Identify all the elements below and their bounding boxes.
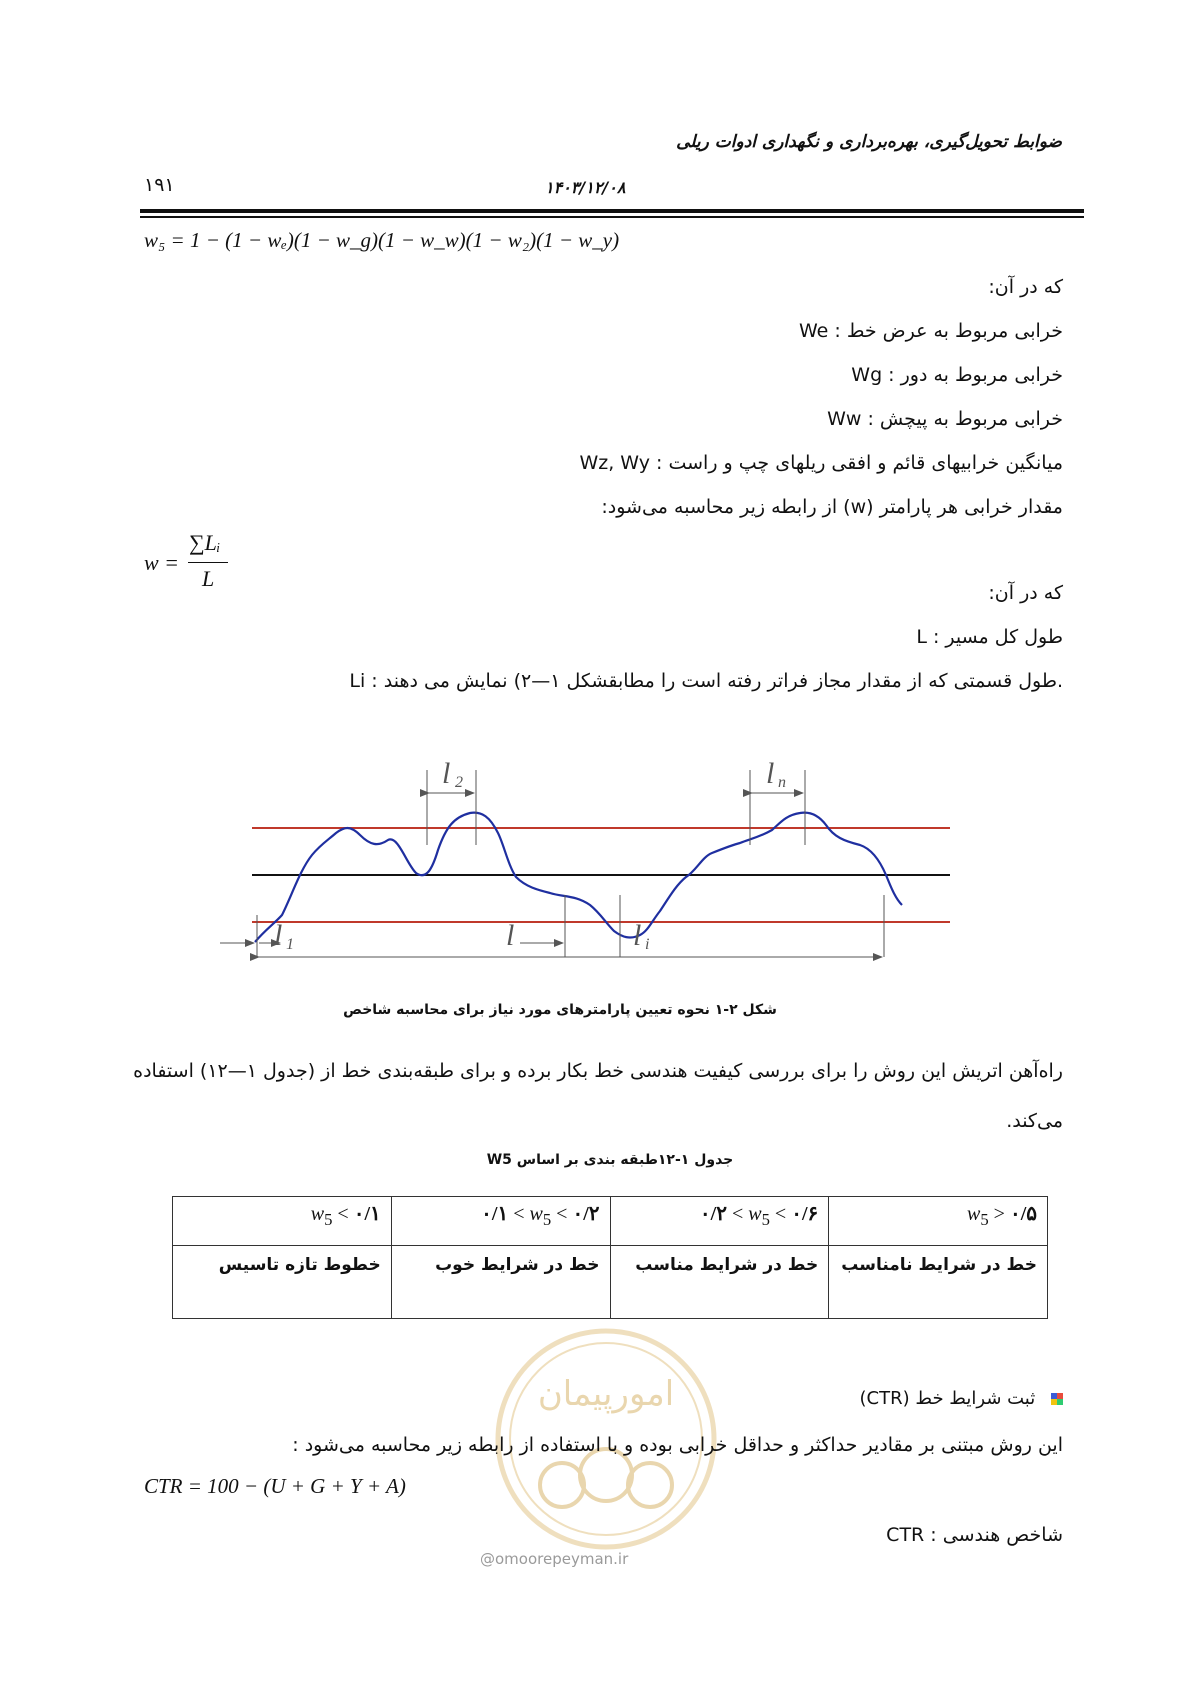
where-label-1: که در آن:	[988, 276, 1063, 298]
paragraph-line-1: راه‌آهن اتریش این روش را برای بررسی کیفیت هندسی خط بکار برده و برای طبقه‌بندی خط از (جدول ۱—۱۲) استفاده	[133, 1060, 1063, 1082]
formula-w-denominator: L	[202, 566, 215, 591]
hdr3-sub: 5	[761, 1210, 770, 1229]
bullet-icon	[1051, 1393, 1063, 1405]
label-li: l	[633, 919, 642, 952]
hdr3-left: ۰/۲	[699, 1203, 727, 1225]
paragraph-line-2: می‌کند.	[1006, 1110, 1063, 1132]
table-caption: جدول ۱-۱۲طبقه بندی بر اساس W5	[486, 1152, 734, 1168]
formula-w-lhs: w =	[144, 550, 180, 575]
hdr4-op: >	[988, 1203, 1010, 1225]
header-cell-4	[829, 1197, 1048, 1246]
def-L: L : طول کل مسیر	[916, 626, 1063, 648]
hdr2-right: ۰/۲	[572, 1203, 600, 1225]
page-number: ۱۹۱	[144, 174, 175, 196]
label-ln: l	[766, 757, 775, 790]
label-l: l	[506, 919, 515, 952]
def-wz-wy: Wz, Wy : میانگین خرابیهای قائم و افقی ریلهای چپ و راست	[579, 452, 1063, 474]
def-we: We : خرابی مربوط به عرض خط	[798, 320, 1063, 342]
header-rule-thin	[140, 216, 1084, 218]
hdr3-right: ۰/۶	[791, 1203, 819, 1225]
table-cell: خط در شرایط خوب	[391, 1246, 610, 1319]
header-cell-2	[391, 1197, 610, 1246]
formula-w	[144, 528, 264, 598]
hdr3-op: <	[769, 1203, 792, 1225]
label-ln-sub: n	[778, 774, 786, 791]
hdr2-sub: 5	[542, 1210, 552, 1229]
hdr3-w: w	[748, 1203, 762, 1225]
fraction-bar	[188, 562, 228, 563]
header-cell-3	[610, 1197, 829, 1246]
def-Li: Li : طول قسمتی که از مقدار مجاز فراتر رفته است را مطابقشکل ۱—۲) نمایش می دهند.	[349, 670, 1063, 692]
table-cell: خطوط تازه تاسیس	[173, 1246, 392, 1319]
header-date: ۱۴۰۳/۱۲/۰۸	[545, 178, 626, 197]
hdr2-op: <	[551, 1203, 573, 1225]
header-rule-thick	[140, 209, 1084, 213]
ctr-bullet-label: ثبت شرایط خط (CTR)	[859, 1388, 1036, 1409]
header-cell-1	[173, 1197, 392, 1246]
hdr1-w: w	[310, 1203, 325, 1225]
figure-caption: شکل ۲-۱ نحوه تعیین پارامترهای مورد نیاز برای محاسبه شاخص	[343, 1002, 777, 1018]
formula-w5: w₅ = 1 − (1 − wₑ)(1 − w_g)(1 − w_w)(1 − w₂)(1 − w_y)	[144, 228, 620, 252]
ctr-intro: این روش مبتنی بر مقادیر حداکثر و حداقل خرابی بوده و با استفاده از رابطه زیر محاسبه می‌شود :	[292, 1434, 1063, 1456]
label-l1-sub: 1	[286, 936, 294, 953]
header-title: ضوابط تحویل‌گیری، بهره‌برداری و نگهداری ادوات ریلی	[676, 132, 1062, 152]
table-cell: خط در شرایط نامناسب	[829, 1246, 1048, 1319]
hdr2-left: ۰/۱	[481, 1203, 509, 1225]
where-label-2: که در آن:	[988, 582, 1063, 604]
def-ww: Ww : خرابی مربوط به پیچش	[827, 408, 1063, 430]
label-l1: l	[274, 919, 283, 952]
hdr1-op: <	[332, 1203, 354, 1225]
intro-w: مقدار خرابی هر پارامتر (w) از رابطه زیر محاسبه می‌شود:	[601, 496, 1063, 518]
ctr-definition: CTR : شاخص هندسی	[886, 1524, 1063, 1546]
formula-w-numerator: ∑Lᵢ	[189, 530, 221, 555]
label-l2: l	[442, 757, 451, 790]
ctr-formula: CTR = 100 − (U + G + Y + A)	[144, 1474, 406, 1498]
label-l2-sub: 2	[455, 774, 463, 791]
hdr4-sub: 5	[980, 1210, 989, 1229]
watermark-logo-text: امورپیمان	[537, 1374, 675, 1414]
hdr4-right: ۰/۵	[1009, 1203, 1037, 1225]
hdr4-w: w	[967, 1203, 981, 1225]
table-cell: خط در شرایط مناسب	[610, 1246, 829, 1319]
w5-classification-table	[172, 1196, 1048, 1319]
watermark-site: @omoorepeyman.ir	[480, 1550, 629, 1568]
track-geometry-figure	[220, 745, 960, 985]
label-li-sub: i	[645, 936, 650, 953]
ctr-bullet-item	[860, 1388, 1063, 1409]
hdr2-w: w	[529, 1203, 543, 1225]
hdr2-op1: <	[508, 1203, 530, 1225]
hdr3-op1: <	[726, 1203, 749, 1225]
def-wg: Wg : خرابی مربوط به دور	[851, 364, 1063, 386]
hdr1-sub: 5	[324, 1210, 333, 1229]
hdr1-right: ۰/۱	[353, 1203, 381, 1225]
